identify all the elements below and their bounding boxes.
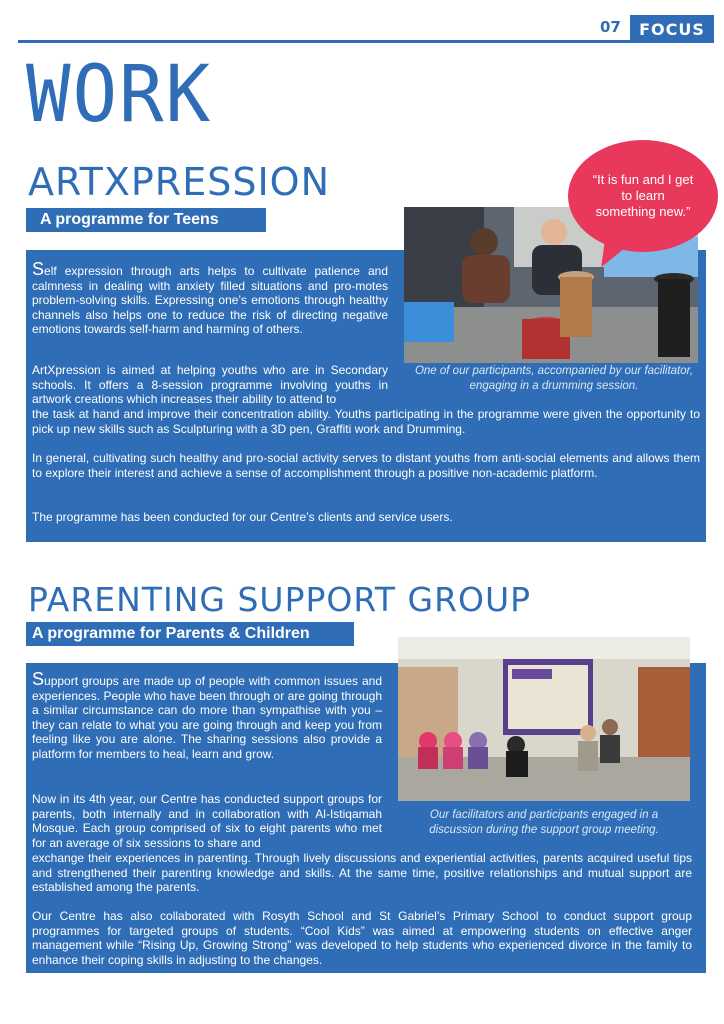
support-group-photo-caption: Our facilitators and participants engaged in a discussion during the support group meeting.: [429, 809, 659, 836]
artxpression-paragraph-2b: the task at hand and improve their concentration ability. Youths participating in the programme were given the opportunity to pick up new skills such as Sculpturing with a 3D pen, Graffiti work and Drumming.: [32, 407, 700, 436]
header-rule: [18, 40, 714, 43]
support-group-photo: [398, 637, 690, 801]
artxpression-drop-cap: S: [32, 259, 45, 279]
artxpression-paragraph-1-text: elf expression through arts helps to cultivate patience and calmness in dealing with anxiety filled situations and pro-motes problem-solving skills. Expressing one’s emotions through healthy channels also helps one to reduce the risk of directing negative emotions towards self-harm and harming of others.: [32, 264, 388, 337]
artxpression-title: ARTXPRESSION: [28, 160, 330, 204]
section-tag: FOCUS: [630, 15, 714, 43]
page-number: 07: [600, 18, 621, 36]
parenting-paragraph-2a: Now in its 4th year, our Centre has conducted support groups for parents, both internally and in collaboration with Al-Istiqamah Mosque. Each group comprised of six to eight parents who met for an average of six sessions to share and: [32, 792, 382, 850]
artxpression-paragraph-1: [32, 259, 388, 337]
artxpression-paragraph-3: In general, cultivating such healthy and pro-social activity serves to distant youths from anti-social elements and allows them to explore their interest and achieve a sense of accomplishment through a positive non-academic platform.: [32, 451, 700, 480]
artxpression-subtitle: A programme for Teens: [26, 208, 266, 232]
quote-bubble: [568, 140, 718, 252]
parenting-drop-cap: S: [32, 669, 45, 689]
parenting-paragraph-1-text: upport groups are made up of people with common issues and experiences. People who have been through or are going through a similar circumstance can do more than sympathise with you – they can relate to what you are going through and keep you from feeling like you are alone. The sharing sessions also provide a platform for members to heal, learn and grow.: [32, 674, 382, 761]
artxpression-paragraph-4: The programme has been conducted for our Centre’s clients and service users.: [32, 510, 453, 524]
parenting-paragraph-1: [32, 669, 382, 762]
parenting-paragraph-3: Our Centre has also collaborated with Rosyth School and St Gabriel’s Primary School to conduct support group programmes for targeted groups of students. “Cool Kids” was aimed at empowering students on effective anger management while “Rising Up, Growing Strong” was developed to help students who experienced divorce in the family to enhance their coping skills in adjusting to the changes.: [32, 909, 692, 967]
parenting-paragraph-2b: exchange their experiences in parenting. Through lively discussions and experiential activities, parents acquired useful tips and strengthened their parenting knowledge and skills. At the same time, positive relationships and mutual support are established among the parents.: [32, 851, 692, 895]
parenting-title: PARENTING SUPPORT GROUP: [28, 580, 532, 619]
artxpression-paragraph-2a: ArtXpression is aimed at helping youths who are in Secondary schools. It offers a 8-session programme involving youths in artwork creations which increases their ability to attend to: [32, 363, 388, 407]
parenting-subtitle: A programme for Parents & Children: [26, 622, 354, 646]
quote-text: “It is fun and I get to learn something new.”: [592, 172, 694, 219]
page-title: WORK: [26, 50, 213, 140]
drumming-photo-caption: One of our participants, accompanied by our facilitator, engaging in a drumming session.: [414, 365, 694, 392]
support-group-illustration: [398, 637, 690, 801]
